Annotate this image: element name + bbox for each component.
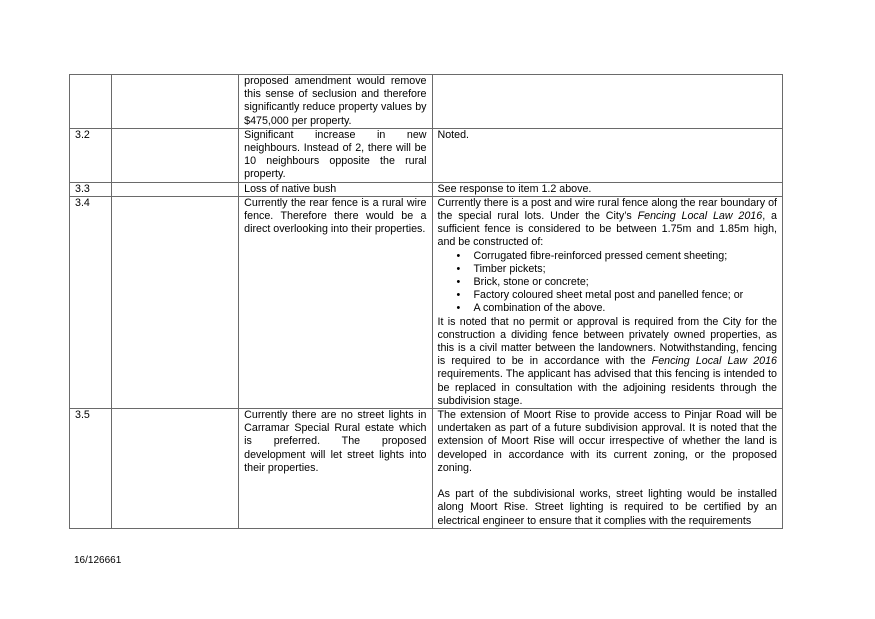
table-row <box>70 128 783 182</box>
document-reference: 16/126661 <box>74 555 122 566</box>
response-cell <box>432 409 783 529</box>
table-row <box>70 409 783 529</box>
response-cell: Noted. <box>432 128 783 182</box>
local-law-reference: Fencing Local Law 2016 <box>651 355 777 368</box>
response-cell: See response to item 1.2 above. <box>432 182 783 196</box>
table-row <box>70 182 783 196</box>
response-cell <box>432 75 783 129</box>
submitter-cell <box>112 196 239 408</box>
response-cell <box>432 196 783 408</box>
submissions-table <box>69 74 783 529</box>
comment-cell: Loss of native bush <box>239 182 432 196</box>
bullet-icon: • <box>456 249 461 262</box>
fence-materials-list <box>438 250 778 316</box>
list-item: • Timber pickets; <box>456 262 546 275</box>
bullet-icon: • <box>456 262 461 275</box>
list-item: • Corrugated fibre-reinforced pressed cement sheeting; <box>456 249 728 262</box>
item-number-cell: 3.5 <box>70 409 112 529</box>
submitter-cell <box>112 75 239 129</box>
table-row <box>70 196 783 408</box>
local-law-reference: Fencing Local Law 2016 <box>637 210 763 223</box>
item-number-cell: 3.3 <box>70 182 112 196</box>
item-number-cell: 3.2 <box>70 128 112 182</box>
response-paragraph: The extension of Moort Rise to provide access to Pinjar Road will be undertaken as part of a future subdivision approval. It is noted that the extension of Moort Rise will occur irrespective of whether the land is developed in accordance with its current zoning, or the proposed zoning. <box>437 409 777 474</box>
paragraph-gap <box>438 475 778 488</box>
table-row <box>70 75 783 129</box>
submitter-cell <box>112 128 239 182</box>
comment-cell: Currently there are no street lights in Carramar Special Rural estate which is preferred. The proposed development will let street lights into their properties. <box>239 409 432 529</box>
comment-cell: Significant increase in new neighbours. Instead of 2, there will be 10 neighbours opposite the rural property. <box>239 128 432 182</box>
submitter-cell <box>112 409 239 529</box>
list-item: • Brick, stone or concrete; <box>456 276 589 289</box>
comment-cell: proposed amendment would remove this sense of seclusion and therefore significantly reduce property values by $475,000 per property. <box>239 75 432 129</box>
submitter-cell <box>112 182 239 196</box>
bullet-icon: • <box>456 302 461 315</box>
item-number-cell <box>70 75 112 129</box>
list-item: • A combination of the above. <box>456 302 606 315</box>
response-intro: Currently there is a post and wire rural fence along the rear boundary of the special rural lots. Under the City’s Fencing Local Law 2016, a sufficient fence is considered to be between 1.75m and 1.85m high, and be constructed of: <box>437 196 777 249</box>
bullet-icon: • <box>456 289 461 302</box>
response-paragraph: As part of the subdivisional works, street lighting would be installed along Moort Rise. Street lighting is required to be certified by an electrical engineer to ensure that it complies with the requirements <box>437 488 777 527</box>
comment-cell: Currently the rear fence is a rural wire fence. Therefore there would be a direct overlooking into their properties. <box>239 196 432 408</box>
response-outro: It is noted that no permit or approval is required from the City for the construction a dividing fence between privately owned properties, as this is a civil matter between the landowners. Notwithstanding, fencing is required to be in accordance with the Fencing Local Law 2016 requirements. The applicant has advised that this fencing is intended to be replaced in consultation with the adjoining residents through the subdivision stage. <box>437 315 777 407</box>
bullet-icon: • <box>456 276 461 289</box>
item-number-cell: 3.4 <box>70 196 112 408</box>
list-item: • Factory coloured sheet metal post and panelled fence; or <box>456 289 744 302</box>
